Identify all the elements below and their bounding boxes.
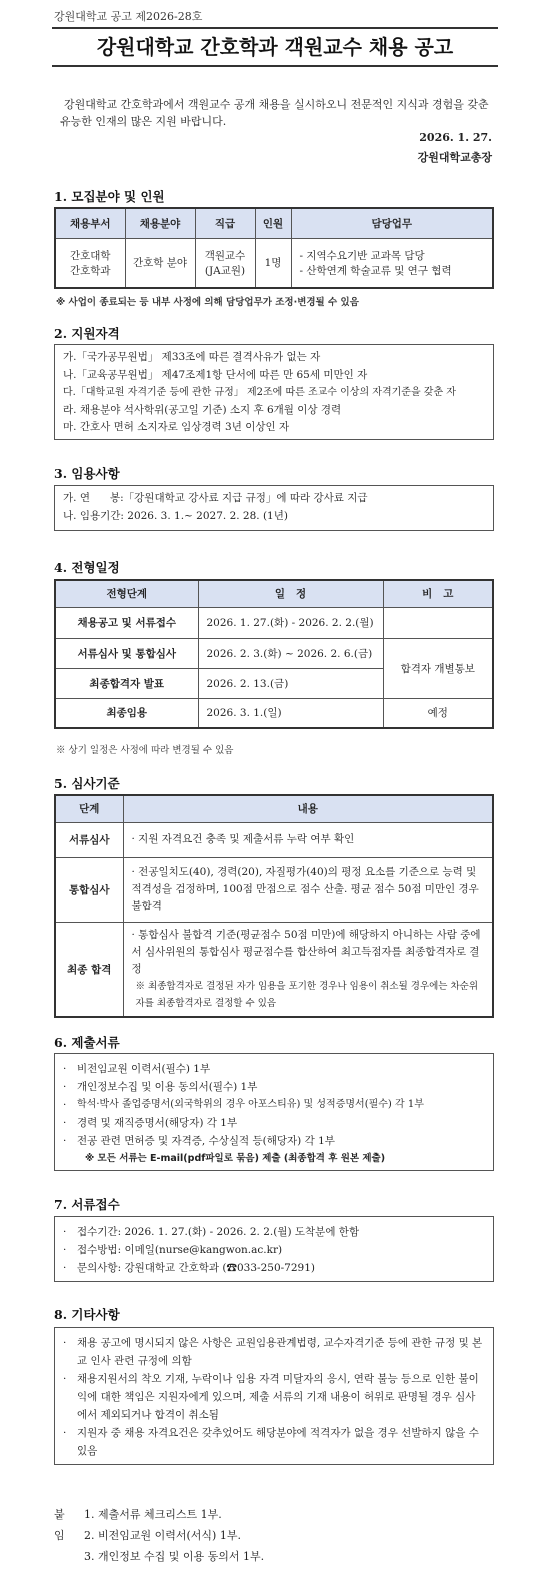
section-title-documents: 6. 제출서류 xyxy=(54,1035,120,1050)
document-item: 학석·박사 졸업증명서(외국학위의 경우 아포스티유) 및 성적증명서(필수) 각 1부 xyxy=(77,1099,424,1110)
intro-paragraph: 강원대학교 간호학과에서 객원교수 공개 채용을 실시하오니 전문적인 지식과 경험을 갖춘 유능한 인재의 많은 지원 바랍니다. xyxy=(60,98,489,128)
header-content: 내용 xyxy=(123,795,493,822)
header-field: 채용분야 xyxy=(125,208,195,238)
criteria-stage: 서류심사 xyxy=(55,822,123,857)
criteria-content: · 지원 자격요건 충족 및 제출서류 누락 여부 확인 xyxy=(123,822,493,857)
document-item: 비전임교원 이력서(필수) 1부 xyxy=(77,1063,211,1075)
remark-notify: 합격자 개별통보 xyxy=(383,638,493,698)
section-title-submission: 7. 서류접수 xyxy=(54,1197,120,1212)
list-item: · 경력 및 재직증명서(해당자) 각 1부 xyxy=(63,1114,485,1132)
other-item: 채용 공고에 명시되지 않은 사항은 교원임용관계법령, 교수자격기준 등에 관한 규정 및 본교 인사 관련 규정에 의함 xyxy=(77,1337,483,1367)
appointment-item: 가. 연 봉:「강원대학교 강사료 지급 규정」에 따라 강사료 지급 xyxy=(63,492,368,504)
issuer-name: 강원대학교총장 xyxy=(417,151,492,164)
dept-line2: 간호학과 xyxy=(69,264,111,277)
submission-item[interactable]: 접수방법: 이메일(nurse@kangwon.ac.kr) xyxy=(77,1244,283,1256)
attachment-item: 1. 제출서류 체크리스트 1부. xyxy=(84,1508,222,1521)
document-item: 전공 관련 면허증 및 자격증, 수상실적 등(해당자) 각 1부 xyxy=(77,1135,335,1147)
criteria-stage: 최종 합격 xyxy=(55,922,123,1017)
stage-cell: 채용공고 및 서류접수 xyxy=(55,607,198,638)
criteria-stage: 통합심사 xyxy=(55,857,123,922)
document-number: 강원대학교 공고 제2026-28호 xyxy=(54,10,203,23)
header-remark: 비 고 xyxy=(383,580,493,607)
qualification-item: 가.「국가공무원법」 제33조에 따른 결격사유가 없는 자 xyxy=(63,351,321,363)
appointment-box xyxy=(54,485,494,531)
final-note: ※ 최종합격자로 결정된 자가 임용을 포기한 경우나 임용이 취소될 경우에는 차순위자를 최종합격자로 결정할 수 있음 xyxy=(135,980,479,1009)
list-item: · 문의사항: 강원대학교 간호학과 (☎033-250-7291) xyxy=(63,1259,485,1277)
header-date: 일 정 xyxy=(198,580,383,607)
schedule-table xyxy=(54,579,494,729)
list-item: · 채용 공고에 명시되지 않은 사항은 교원임용관계법령, 교수자격기준 등에 관한 규정 및 본교 인사 관련 규정에 의함 xyxy=(63,1334,485,1370)
submission-box xyxy=(54,1216,494,1282)
qualification-item: 나.「교육공무원법」 제47조제1항 단서에 따른 만 65세 미만인 자 xyxy=(63,368,368,381)
list-item: · 비전임교원 이력서(필수) 1부 xyxy=(63,1060,485,1078)
attachment-item: 2. 비전임교원 이력서(서식) 1부. xyxy=(84,1529,241,1542)
recruitment-note: ※ 사업이 종료되는 등 내부 사정에 의해 담당업무가 조정·변경될 수 있음 xyxy=(56,297,359,308)
criteria-table xyxy=(54,794,494,1018)
date-cell: 2026. 2. 3.(화) ~ 2026. 2. 6.(금) xyxy=(198,638,383,668)
other-item: 채용지원서의 착오 기재, 누락이나 임용 자격 미달자의 응시, 연락 불능 등으로 인한 불이익에 대한 책임은 지원자에게 있으며, 제출 서류의 기재 내용이 허위로 판명될 경우 심사에서 제외되거나 합격이 취소됨 xyxy=(77,1373,479,1421)
qualification-item: 라. 채용분야 석사학위(공고일 기준) 소지 후 6개월 이상 경력 xyxy=(63,403,342,416)
cell-count: 1명 xyxy=(255,238,291,288)
documents-note: ※ 모든 서류는 E-mail(pdf파일로 묶음) 제출 (최종합격 후 원본 제출) xyxy=(85,1153,386,1164)
list-item: · 지원자 중 채용 자격요건은 갖추었어도 해당분야에 적격자가 없을 경우 선발하지 않을 수 있음 xyxy=(63,1424,485,1460)
attachment-list xyxy=(84,1504,384,1567)
header-stage: 전형단계 xyxy=(55,580,198,607)
list-item: · 접수기간: 2026. 1. 27.(화) - 2026. 2. 2.(월) 도착분에 한함 xyxy=(63,1223,485,1241)
schedule-note: ※ 상기 일정은 사정에 따라 변경될 수 있음 xyxy=(56,745,234,756)
header-dept: 채용부서 xyxy=(55,208,125,238)
duty-line1: - 지역수요기반 교과목 담당 xyxy=(299,249,425,262)
page-title: 강원대학교 간호학과 객원교수 채용 공고 xyxy=(96,35,454,59)
list-item: · 채용지원서의 착오 기재, 누락이나 임용 자격 미달자의 응시, 연락 불능 등으로 인한 불이익에 대한 책임은 지원자에게 있으며, 제출 서류의 기재 내용이 허위로 판명될 경우 심사에서 제외되거나 합격이 취소됨 xyxy=(63,1370,485,1424)
recruitment-table xyxy=(54,207,494,289)
cell-duty xyxy=(291,238,493,288)
header-rank: 직급 xyxy=(195,208,255,238)
list-item: · 개인정보수집 및 이용 동의서(필수) 1부 xyxy=(63,1078,485,1096)
list-item: · 학석·박사 졸업증명서(외국학위의 경우 아포스티유) 및 성적증명서(필수) 각 1부 xyxy=(63,1096,485,1114)
final-content: · 통합심사 불합격 기준(평균점수 50점 미만)에 해당하지 아니하는 사람 중에서 심사위원의 통합심사 평균점수를 합산하여 최고득점자를 최종합격자로 결정 xyxy=(131,928,481,975)
documents-box xyxy=(54,1053,494,1171)
header-step: 단계 xyxy=(55,795,123,822)
criteria-content-final xyxy=(123,922,493,1017)
rank-line1: 객원교수 xyxy=(204,249,246,262)
section-title-recruitment: 1. 모집분야 및 인원 xyxy=(54,189,165,204)
rank-line2: (JA교원) xyxy=(204,264,246,277)
cell-dept xyxy=(55,238,125,288)
date-cell: 2026. 3. 1.(일) xyxy=(198,698,383,728)
appointment-item: 나. 임용기간: 2026. 3. 1.~ 2027. 2. 28. (1년) xyxy=(63,509,288,522)
section-title-schedule: 4. 전형일정 xyxy=(54,560,120,575)
stage-cell: 최종합격자 발표 xyxy=(55,668,198,698)
dept-line1: 간호대학 xyxy=(69,249,111,262)
section-title-criteria: 5. 심사기준 xyxy=(54,776,120,791)
qualification-item: 마. 간호사 면허 소지자로 임상경력 3년 이상인 자 xyxy=(63,421,290,433)
section-title-others: 8. 기타사항 xyxy=(54,1307,120,1322)
document-item: 경력 및 재직증명서(해당자) 각 1부 xyxy=(77,1117,238,1129)
header-duty: 담당업무 xyxy=(291,208,493,238)
announcement-date: 2026. 1. 27. xyxy=(419,131,492,144)
remark-cell xyxy=(383,607,493,638)
date-cell: 2026. 1. 27.(화) - 2026. 2. 2.(월) xyxy=(198,607,383,638)
list-item: · 접수방법: 이메일(nurse@kangwon.ac.kr) xyxy=(63,1241,485,1259)
submission-item: 접수기간: 2026. 1. 27.(화) - 2026. 2. 2.(월) 도착분에 한함 xyxy=(77,1226,360,1238)
other-item: 지원자 중 채용 자격요건은 갖추었어도 해당분야에 적격자가 없을 경우 선발하지 않을 수 있음 xyxy=(77,1427,479,1457)
section-title-qualification: 2. 지원자격 xyxy=(54,326,120,341)
title-box xyxy=(52,27,498,67)
stage-cell: 서류심사 및 통합심사 xyxy=(55,638,198,668)
others-box xyxy=(54,1327,494,1465)
qualification-item: 다.「대학교원 자격기준 등에 관한 규정」 제2조에 따른 조교수 이상의 자격기준을 갖춘 자 xyxy=(63,387,456,398)
cell-rank xyxy=(195,238,255,288)
cell-field: 간호학 분야 xyxy=(125,238,195,288)
document-item: 개인정보수집 및 이용 동의서(필수) 1부 xyxy=(77,1081,258,1093)
stage-cell: 최종임용 xyxy=(55,698,198,728)
date-cell: 2026. 2. 13.(금) xyxy=(198,668,383,698)
header-count: 인원 xyxy=(255,208,291,238)
submission-item: 문의사항: 강원대학교 간호학과 (☎033-250-7291) xyxy=(77,1262,316,1274)
duty-line2: - 산학연계 학술교류 및 연구 협력 xyxy=(299,264,452,277)
criteria-content: · 전공일치도(40), 경력(20), 자질평가(40)의 평정 요소를 기준으로 능력 및 적격성을 검정하며, 100점 만점으로 점수 산출. 평균 점수 50점 미만인 경우 불합격 xyxy=(123,857,493,922)
attachment-label: 붙임 xyxy=(54,1508,65,1542)
qualification-box xyxy=(54,344,494,440)
attachment-item: 3. 개인정보 수집 및 이용 동의서 1부. xyxy=(84,1550,265,1563)
remark-plan: 예정 xyxy=(383,698,493,728)
list-item: · 전공 관련 면허증 및 자격증, 수상실적 등(해당자) 각 1부 xyxy=(63,1132,485,1150)
section-title-appointment: 3. 임용사항 xyxy=(54,466,120,481)
